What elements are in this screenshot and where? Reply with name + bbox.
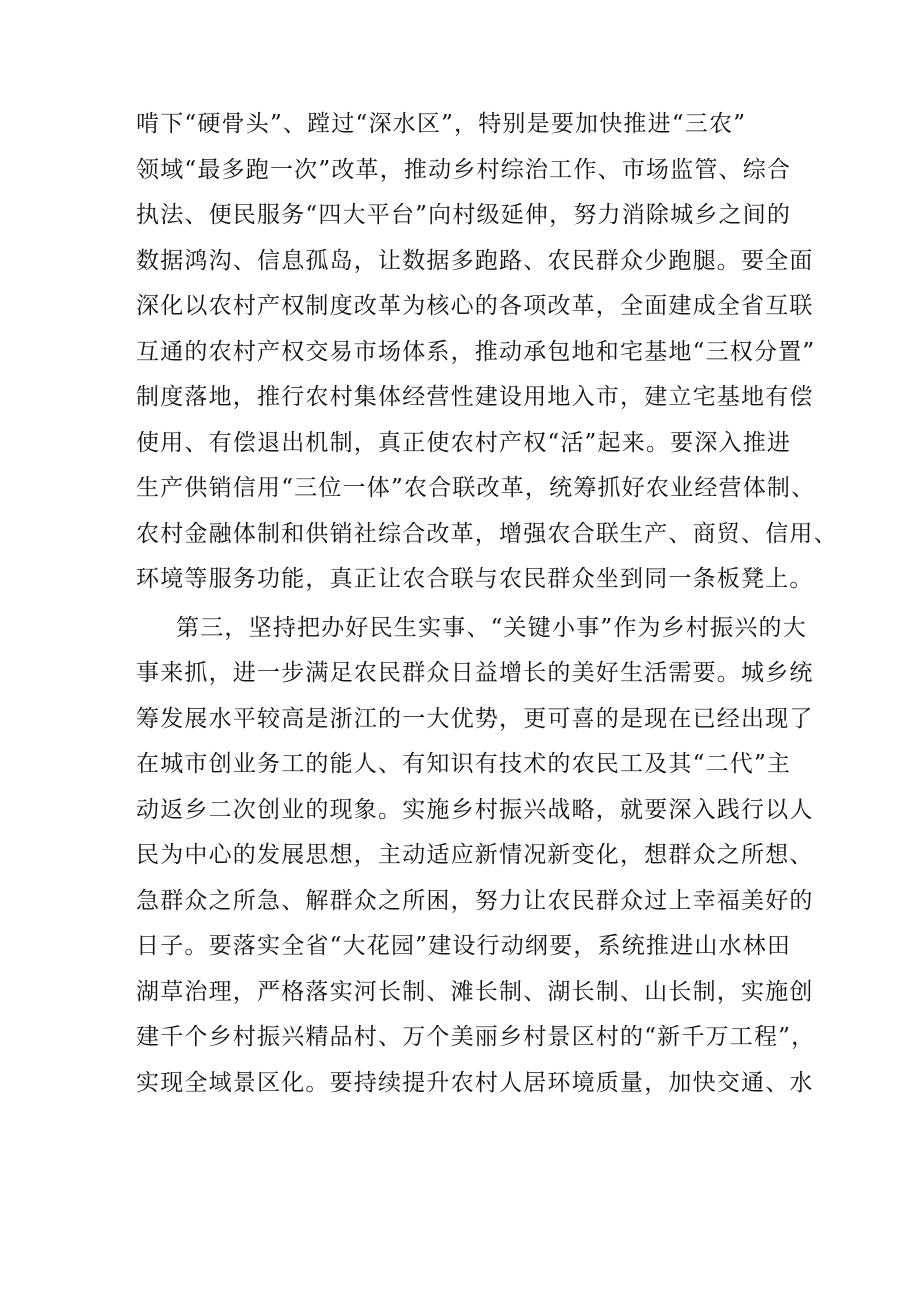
text-line: 啃下“硬骨头”、蹚过“深水区”，特别是要加快推进“三农” bbox=[136, 111, 747, 137]
text-line: 日子。要落实全省“大花园”建设行动纲要，系统推进山水林田 bbox=[136, 933, 792, 959]
text-line: 建千个乡村振兴精品村、万个美丽乡村景区村的“新千万工程”， bbox=[136, 1024, 816, 1050]
text-line: 领域“最多跑一次”改革，推动乡村综治工作、市场监管、综合 bbox=[136, 156, 792, 183]
text-line: 筹发展水平较高是浙江的一大优势，更可喜的是现在已经出现了 bbox=[136, 705, 814, 732]
text-line: 互通的农村产权交易市场体系，推动承包地和宅基地“三权分置” bbox=[136, 338, 816, 365]
text-line: 民为中心的发展思想，主动适应新情况新变化，想群众之所想、 bbox=[136, 842, 814, 868]
text-line: 制度落地，推行农村集体经营性建设用地入市，建立宅基地有偿 bbox=[136, 384, 814, 410]
text-line: 湖草治理，严格落实河长制、滩长制、湖长制、山长制，实施创 bbox=[136, 978, 814, 1005]
text-line: 事来抓，进一步满足农民群众日益增长的美好生活需要。城乡统 bbox=[136, 660, 814, 686]
text-line: 深化以农村产权制度改革为核心的各项改革，全面建成全省互联 bbox=[136, 293, 814, 319]
text-line: 在城市创业务工的能人、有知识有技术的农民工及其“二代”主 bbox=[136, 751, 792, 777]
text-line: 第三，坚持把办好民生实事、“关键小事”作为乡村振兴的大 bbox=[176, 614, 807, 641]
paragraph-2 bbox=[136, 606, 816, 1107]
text-line: 生产供销信用“三位一体”农合联改革，统筹抓好农业经营体制、 bbox=[136, 475, 816, 501]
text-line: 农村金融体制和供销社综合改革，增强农合联生产、商贸、信用、 bbox=[136, 520, 838, 547]
body-text bbox=[136, 102, 838, 1106]
text-line: 急群众之所急、解群众之所困，努力让农民群众过上幸福美好的 bbox=[136, 887, 814, 914]
text-line: 使用、有偿退出机制，真正使农村产权“活”起来。要深入推进 bbox=[136, 429, 792, 456]
text-line: 动返乡二次创业的现象。实施乡村振兴战略，就要深入践行以人 bbox=[136, 796, 814, 823]
text-line: 实现全域景区化。要持续提升农村人居环境质量，加快交通、水 bbox=[136, 1069, 814, 1096]
text-line: 执法、便民服务“四大平台”向村级延伸，努力消除城乡之间的 bbox=[136, 202, 792, 228]
text-line: 数据鸿沟、信息孤岛，让数据多跑路、农民群众少跑腿。要全面 bbox=[136, 247, 814, 274]
text-line: 环境等服务功能，真正让农合联与农民群众坐到同一条板凳上。 bbox=[136, 566, 814, 592]
paragraph-1 bbox=[136, 102, 838, 603]
